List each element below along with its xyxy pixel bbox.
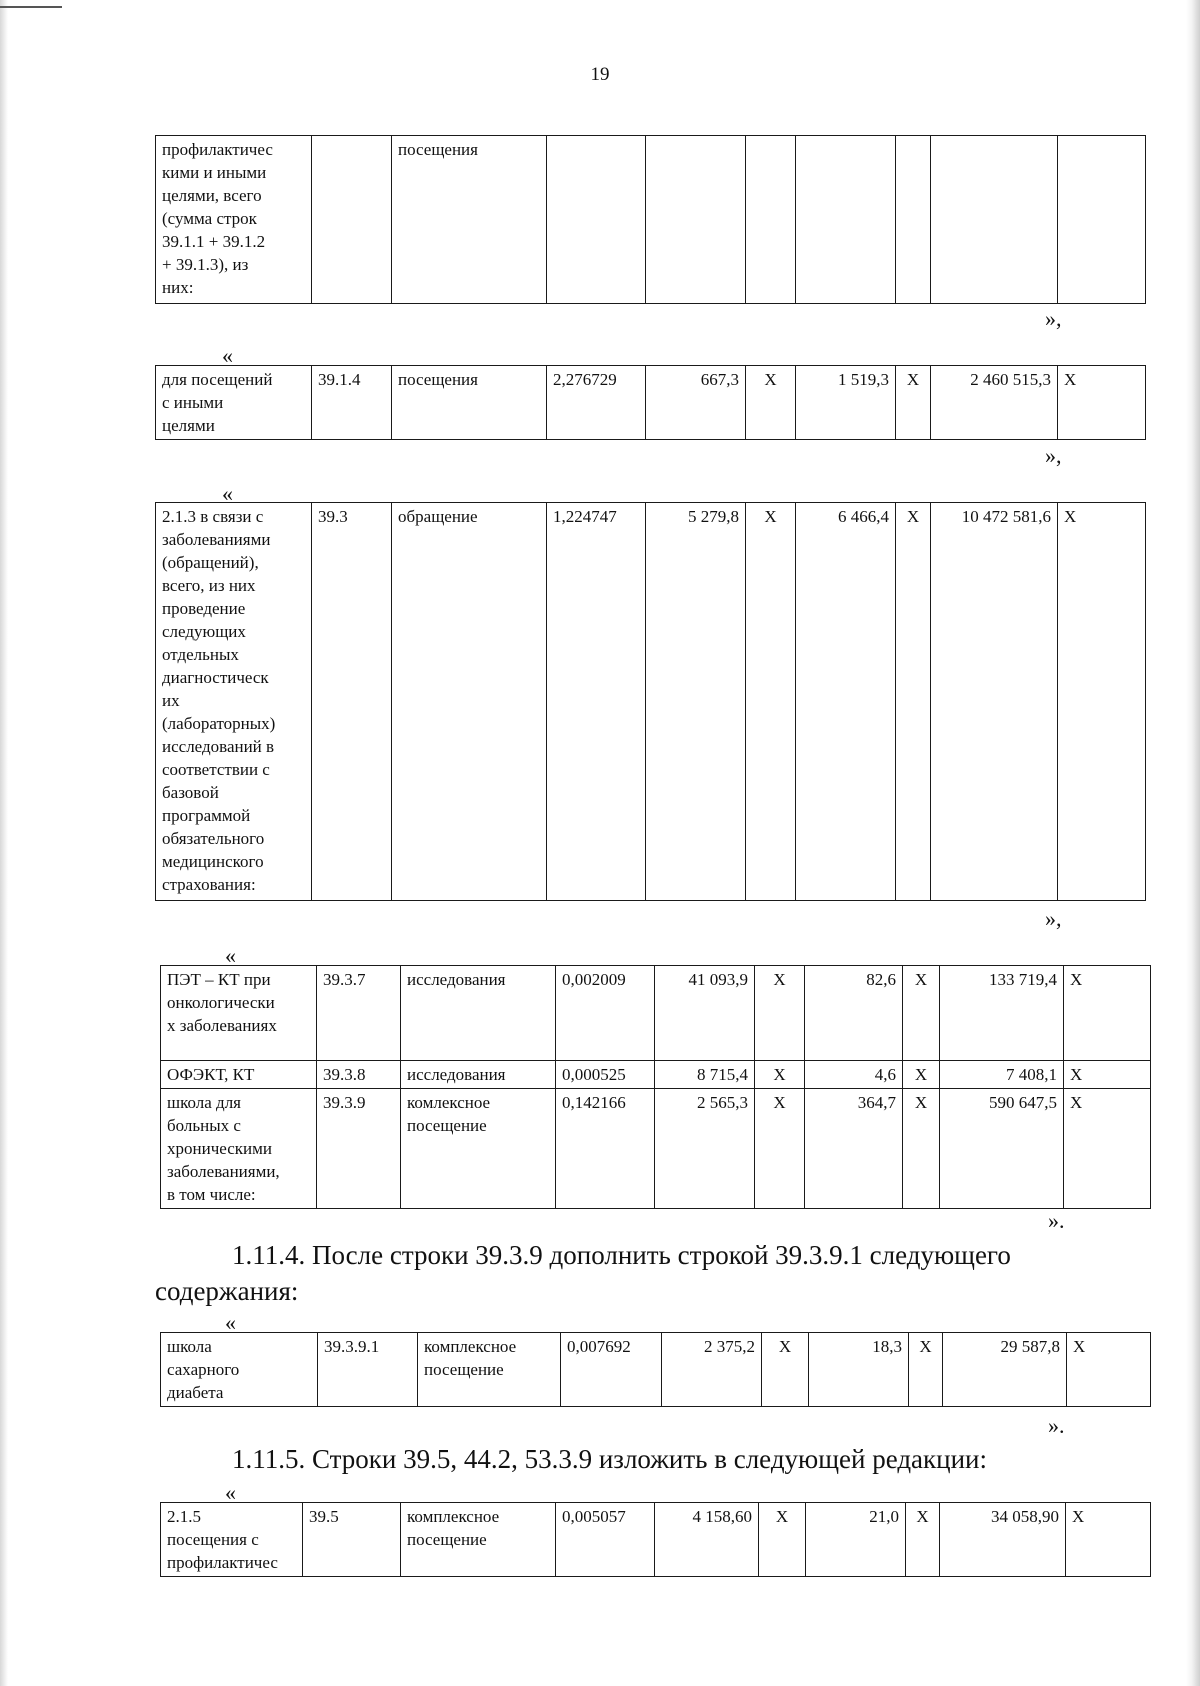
empty-cell	[796, 136, 896, 304]
row-value-4: 29 587,8	[943, 1333, 1067, 1407]
row-x-3: Х	[1058, 366, 1146, 440]
row-x-2: Х	[903, 966, 940, 1061]
quote-close: »,	[1045, 906, 1062, 931]
row-x-3: Х	[1064, 1089, 1151, 1209]
row-x-1: Х	[746, 503, 796, 901]
quote-close: ».	[1048, 1413, 1065, 1438]
table-row-39-3-9-1	[160, 1332, 1151, 1407]
row-label: школа сахарного диабета	[161, 1333, 318, 1407]
row-unit: посещения	[392, 366, 547, 440]
table-row	[161, 1503, 1151, 1577]
paragraph-1-11-4-cont: содержания:	[155, 1276, 299, 1306]
row-code	[312, 136, 392, 304]
row-value-1: 0,005057	[556, 1503, 655, 1577]
row-label: 2.1.5 посещения с профилактичес	[161, 1503, 303, 1577]
row-code: 39.5	[303, 1503, 401, 1577]
row-unit: комплексное посещение	[418, 1333, 561, 1407]
row-x-1: Х	[755, 966, 805, 1061]
row-label: профилактичес кими и иными целями, всего (сумма строк 39.1.1 + 39.1.2 + 39.1.3), из них:	[156, 136, 312, 304]
table-row	[161, 1333, 1151, 1407]
quote-open: «	[225, 1480, 236, 1505]
row-x-1: Х	[755, 1061, 805, 1089]
row-code: 39.3.9.1	[318, 1333, 418, 1407]
row-value-3: 82,6	[805, 966, 903, 1061]
row-value-4: 133 719,4	[940, 966, 1064, 1061]
row-x-2: Х	[896, 366, 931, 440]
row-value-2: 4 158,60	[655, 1503, 759, 1577]
row-x-3: Х	[1064, 1061, 1151, 1089]
row-unit: комплексное посещение	[401, 1503, 556, 1577]
paragraph-1-11-4: 1.11.4. После строки 39.3.9 дополнить строкой 39.3.9.1 следующего	[232, 1240, 1011, 1270]
table-row	[156, 503, 1146, 901]
quote-close: »,	[1045, 306, 1062, 331]
table-row	[156, 136, 1146, 304]
row-value-4: 2 460 515,3	[931, 366, 1058, 440]
page-number: 19	[590, 64, 610, 85]
row-value-1: 2,276729	[547, 366, 646, 440]
table-row-39-5	[160, 1502, 1151, 1577]
empty-cell	[931, 136, 1058, 304]
row-unit: комлексное посещение	[401, 1089, 556, 1209]
row-x-3: Х	[1066, 1503, 1151, 1577]
row-value-1: 0,142166	[556, 1089, 655, 1209]
table-row	[161, 966, 1151, 1061]
row-value-1: 0,007692	[561, 1333, 662, 1407]
row-unit: исследования	[401, 1061, 556, 1089]
row-x-1: Х	[746, 366, 796, 440]
quote-open: «	[222, 481, 233, 506]
row-x-3: Х	[1067, 1333, 1151, 1407]
row-value-4: 10 472 581,6	[931, 503, 1058, 901]
row-label: школа для больных с хроническими заболеваниями, в том числе:	[161, 1089, 317, 1209]
quote-close: »,	[1045, 443, 1062, 468]
row-value-3: 21,0	[806, 1503, 906, 1577]
row-x-1: Х	[755, 1089, 805, 1209]
row-value-1: 0,002009	[556, 966, 655, 1061]
row-x-3: Х	[1058, 503, 1146, 901]
table-rows-39-3-7-to-39-3-9	[160, 965, 1151, 1209]
row-label: 2.1.3 в связи с заболеваниями (обращений), всего, из них проведение следующих отдельных диагностическ их (лабораторных) исследований в соответствии с базовой программой обязательного медицинского страхования:	[156, 503, 312, 901]
empty-cell	[646, 136, 746, 304]
row-label: ОФЭКТ, КТ	[161, 1061, 317, 1089]
table-row-39-3	[155, 502, 1146, 901]
row-x-1: Х	[762, 1333, 809, 1407]
row-value-2: 5 279,8	[646, 503, 746, 901]
row-x-2: Х	[906, 1503, 940, 1577]
row-code: 39.3.9	[317, 1089, 401, 1209]
empty-cell	[896, 136, 931, 304]
row-value-2: 8 715,4	[655, 1061, 755, 1089]
row-value-4: 590 647,5	[940, 1089, 1064, 1209]
row-x-2: Х	[903, 1089, 940, 1209]
row-label: ПЭТ – КТ при онкологически х заболеваниях	[161, 966, 317, 1061]
row-x-1: Х	[759, 1503, 806, 1577]
row-unit: исследования	[401, 966, 556, 1061]
row-value-4: 7 408,1	[940, 1061, 1064, 1089]
table-continuation	[155, 135, 1146, 304]
row-x-2: Х	[903, 1061, 940, 1089]
row-code: 39.3.8	[317, 1061, 401, 1089]
row-value-3: 1 519,3	[796, 366, 896, 440]
scan-right-edge	[1186, 0, 1200, 1686]
row-value-2: 41 093,9	[655, 966, 755, 1061]
row-unit: обращение	[392, 503, 547, 901]
quote-open: «	[225, 1310, 236, 1335]
table-row-39-1-4	[155, 365, 1146, 440]
quote-close: ».	[1048, 1208, 1065, 1233]
row-x-2: Х	[909, 1333, 943, 1407]
row-value-1: 1,224747	[547, 503, 646, 901]
row-code: 39.3.7	[317, 966, 401, 1061]
row-code: 39.3	[312, 503, 392, 901]
table-row	[161, 1061, 1151, 1089]
row-unit: посещения	[392, 136, 547, 304]
quote-open: «	[225, 943, 236, 968]
row-value-2: 667,3	[646, 366, 746, 440]
row-value-3: 18,3	[809, 1333, 909, 1407]
row-value-4: 34 058,90	[940, 1503, 1066, 1577]
scan-top-mark	[0, 6, 62, 8]
row-label: для посещений с иными целями	[156, 366, 312, 440]
scan-left-edge	[0, 0, 8, 1686]
row-value-2: 2 375,2	[662, 1333, 762, 1407]
empty-cell	[1058, 136, 1146, 304]
row-value-3: 364,7	[805, 1089, 903, 1209]
quote-open: «	[222, 343, 233, 368]
row-code: 39.1.4	[312, 366, 392, 440]
row-value-3: 6 466,4	[796, 503, 896, 901]
row-value-1: 0,000525	[556, 1061, 655, 1089]
table-row	[156, 366, 1146, 440]
row-x-3: Х	[1064, 966, 1151, 1061]
row-x-2: Х	[896, 503, 931, 901]
table-row	[161, 1089, 1151, 1209]
empty-cell	[547, 136, 646, 304]
paragraph-1-11-5: 1.11.5. Строки 39.5, 44.2, 53.3.9 изложить в следующей редакции:	[232, 1444, 988, 1474]
row-value-3: 4,6	[805, 1061, 903, 1089]
empty-cell	[746, 136, 796, 304]
row-value-2: 2 565,3	[655, 1089, 755, 1209]
